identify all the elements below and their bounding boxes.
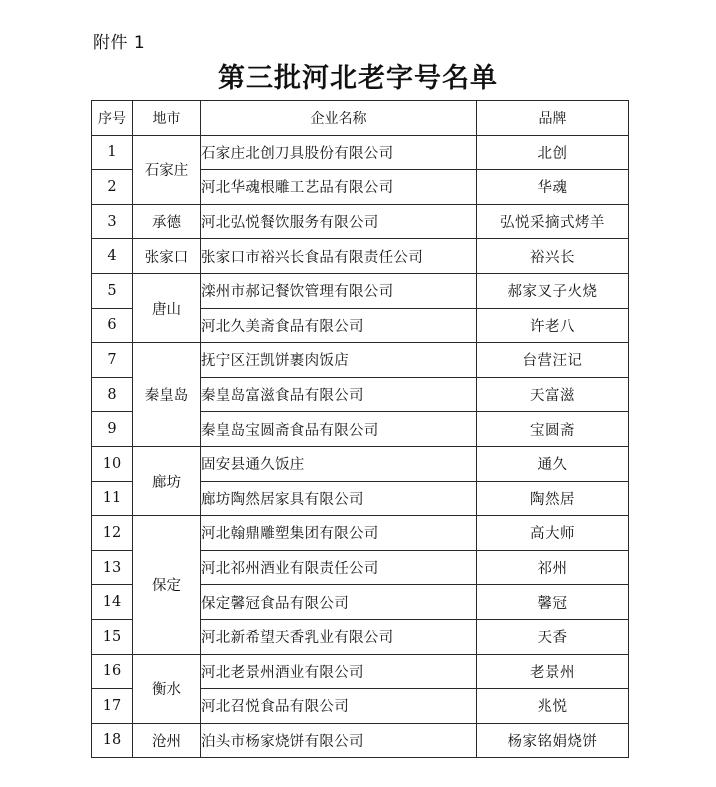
cell-no: 7 bbox=[92, 343, 133, 378]
cell-brand: 许老八 bbox=[477, 308, 629, 343]
cell-no: 13 bbox=[92, 550, 133, 585]
cell-no: 1 bbox=[92, 135, 133, 170]
cell-brand: 陶然居 bbox=[477, 481, 629, 516]
cell-company-name: 固安县通久饭庄 bbox=[201, 446, 477, 481]
table-row bbox=[92, 446, 629, 481]
cell-city: 石家庄 bbox=[133, 135, 201, 204]
cell-company-name: 河北老景州酒业有限公司 bbox=[201, 654, 477, 689]
cell-city: 唐山 bbox=[133, 273, 201, 342]
header-no: 序号 bbox=[92, 101, 133, 136]
cell-no: 6 bbox=[92, 308, 133, 343]
cell-brand: 老景州 bbox=[477, 654, 629, 689]
header-name: 企业名称 bbox=[201, 101, 477, 136]
table-row bbox=[92, 343, 629, 378]
header-city: 地市 bbox=[133, 101, 201, 136]
cell-brand: 兆悦 bbox=[477, 689, 629, 724]
table-row bbox=[92, 204, 629, 239]
cell-company-name: 抚宁区汪凯饼裹肉饭店 bbox=[201, 343, 477, 378]
cell-company-name: 河北召悦食品有限公司 bbox=[201, 689, 477, 724]
cell-no: 8 bbox=[92, 377, 133, 412]
cell-brand: 天香 bbox=[477, 619, 629, 654]
cell-city: 张家口 bbox=[133, 239, 201, 274]
cell-no: 17 bbox=[92, 689, 133, 724]
cell-no: 12 bbox=[92, 516, 133, 551]
cell-brand: 天富滋 bbox=[477, 377, 629, 412]
document-title: 第三批河北老字号名单 bbox=[218, 63, 498, 94]
cell-city: 承德 bbox=[133, 204, 201, 239]
cell-no: 18 bbox=[92, 723, 133, 758]
attachment-label: 附件 1 bbox=[93, 33, 146, 53]
cell-brand: 通久 bbox=[477, 446, 629, 481]
cell-brand: 台营汪记 bbox=[477, 343, 629, 378]
cell-brand: 杨家铭娟烧饼 bbox=[477, 723, 629, 758]
cell-company-name: 河北弘悦餐饮服务有限公司 bbox=[201, 204, 477, 239]
cell-company-name: 秦皇岛富滋食品有限公司 bbox=[201, 377, 477, 412]
cell-no: 2 bbox=[92, 170, 133, 205]
cell-company-name: 廊坊陶然居家具有限公司 bbox=[201, 481, 477, 516]
table-row bbox=[92, 654, 629, 689]
cell-company-name: 河北华魂根雕工艺品有限公司 bbox=[201, 170, 477, 205]
cell-company-name: 河北翰鼎雕塑集团有限公司 bbox=[201, 516, 477, 551]
cell-brand: 北创 bbox=[477, 135, 629, 170]
cell-no: 3 bbox=[92, 204, 133, 239]
cell-city: 衡水 bbox=[133, 654, 201, 723]
cell-brand: 高大师 bbox=[477, 516, 629, 551]
cell-brand: 郝家叉子火烧 bbox=[477, 273, 629, 308]
cell-no: 10 bbox=[92, 446, 133, 481]
cell-no: 5 bbox=[92, 273, 133, 308]
cell-company-name: 石家庄北创刀具股份有限公司 bbox=[201, 135, 477, 170]
cell-city: 廊坊 bbox=[133, 446, 201, 515]
cell-company-name: 滦州市郝记餐饮管理有限公司 bbox=[201, 273, 477, 308]
table-row bbox=[92, 239, 629, 274]
cell-company-name: 河北祁州酒业有限责任公司 bbox=[201, 550, 477, 585]
header-brand: 品牌 bbox=[477, 101, 629, 136]
cell-brand: 弘悦采摘式烤羊 bbox=[477, 204, 629, 239]
table-row bbox=[92, 135, 629, 170]
cell-city: 沧州 bbox=[133, 723, 201, 758]
cell-no: 15 bbox=[92, 619, 133, 654]
cell-company-name: 河北久美斋食品有限公司 bbox=[201, 308, 477, 343]
cell-brand: 祁州 bbox=[477, 550, 629, 585]
table-header-row bbox=[92, 101, 629, 136]
table-body bbox=[92, 135, 629, 758]
cell-no: 9 bbox=[92, 412, 133, 447]
cell-company-name: 张家口市裕兴长食品有限责任公司 bbox=[201, 239, 477, 274]
table-row bbox=[92, 723, 629, 758]
brand-list-table bbox=[91, 100, 629, 758]
cell-company-name: 泊头市杨家烧饼有限公司 bbox=[201, 723, 477, 758]
cell-no: 4 bbox=[92, 239, 133, 274]
cell-no: 16 bbox=[92, 654, 133, 689]
cell-no: 14 bbox=[92, 585, 133, 620]
cell-company-name: 秦皇岛宝圆斋食品有限公司 bbox=[201, 412, 477, 447]
cell-no: 11 bbox=[92, 481, 133, 516]
cell-brand: 裕兴长 bbox=[477, 239, 629, 274]
cell-city: 保定 bbox=[133, 516, 201, 654]
table-row bbox=[92, 516, 629, 551]
cell-city: 秦皇岛 bbox=[133, 343, 201, 447]
cell-company-name: 河北新希望天香乳业有限公司 bbox=[201, 619, 477, 654]
cell-company-name: 保定馨冠食品有限公司 bbox=[201, 585, 477, 620]
table-row bbox=[92, 273, 629, 308]
cell-brand: 华魂 bbox=[477, 170, 629, 205]
cell-brand: 宝圆斋 bbox=[477, 412, 629, 447]
cell-brand: 馨冠 bbox=[477, 585, 629, 620]
